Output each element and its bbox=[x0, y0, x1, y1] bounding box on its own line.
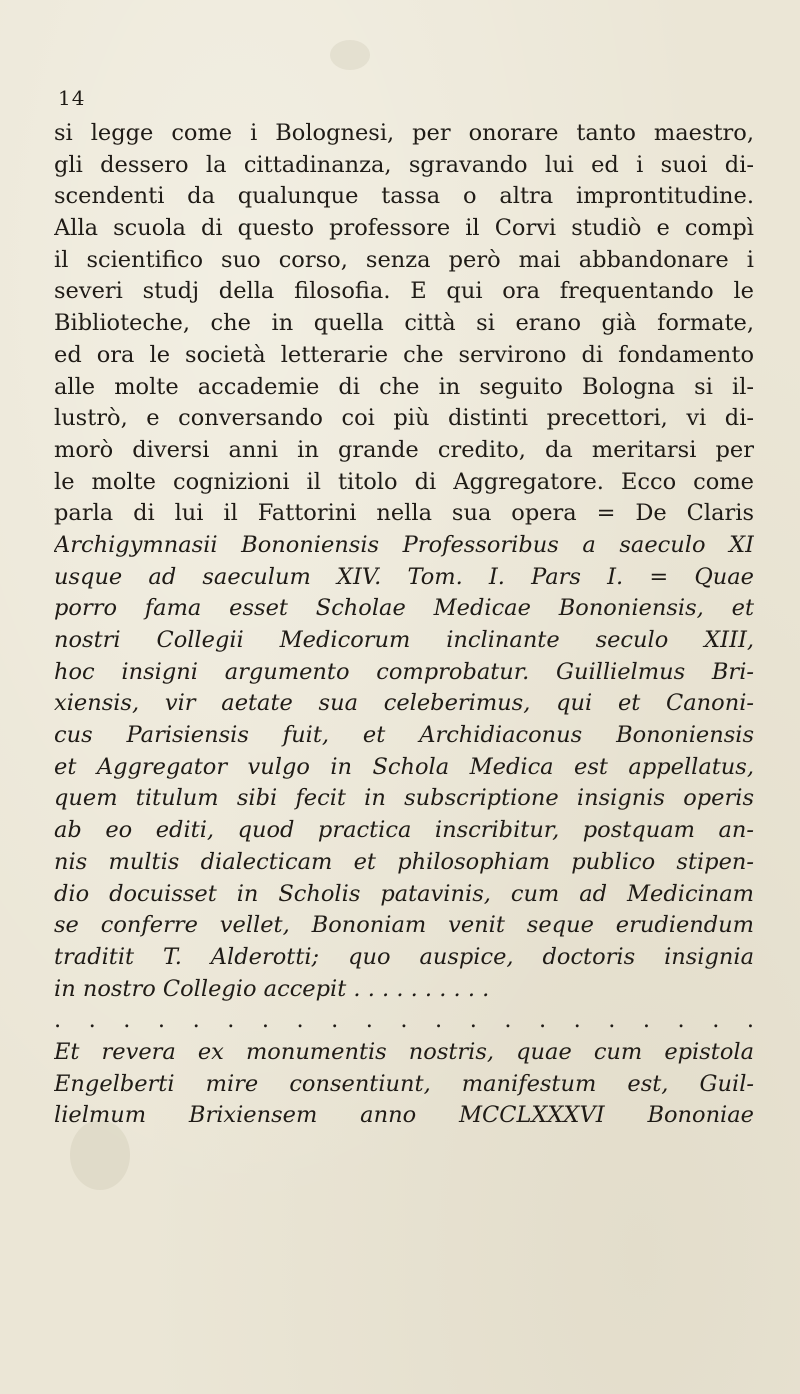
text-line: nis multis dialecticam et philosophiam publico stipen- bbox=[54, 848, 754, 875]
text-line: alle molte accademie di che in seguito Bologna si il- bbox=[54, 373, 754, 400]
text-line: le molte cognizioni il titolo di Aggregatore. Ecco come bbox=[54, 468, 754, 495]
text-line: ed ora le società letterarie che servirono di fondamento bbox=[54, 341, 754, 368]
page-number: 14 bbox=[58, 86, 86, 110]
text-line: cus Parisiensis fuit, et Archidiaconus Bononiensis bbox=[54, 722, 754, 749]
text-line: severi studj della filosofia. E qui ora frequentando le bbox=[54, 278, 754, 305]
text-line: xiensis, vir aetate sua celeberimus, qui et Canoni- bbox=[54, 690, 754, 717]
text-line: il scientifico suo corso, senza però mai abbandonare i bbox=[54, 246, 754, 273]
ellipsis-line: . . . . . . . . . . . . . . . . . . . . . bbox=[54, 1007, 754, 1034]
text-line: in nostro Collegio accepit . . . . . . . . . . bbox=[54, 975, 490, 1002]
text-line: se conferre vellet, Bononiam venit seque erudiendum bbox=[54, 912, 754, 939]
text-line: si legge come i Bolognesi, per onorare tanto maestro, bbox=[54, 120, 754, 146]
text-line: hoc insigni argumento comprobatur. Guillielmus Bri- bbox=[54, 658, 754, 685]
text-line: Biblioteche, che in quella città si erano già formate, bbox=[54, 310, 754, 337]
text-line: scendenti da qualunque tassa o altra improntitudine. bbox=[54, 183, 754, 210]
text-line: Archigymnasii Bononiensis Professoribus a saeculo XI bbox=[54, 531, 754, 558]
text-line: Et revera ex monumentis nostris, quae cum epistola bbox=[54, 1038, 754, 1065]
text-line: Engelberti mire consentiunt, manifestum est, Guil- bbox=[54, 1070, 754, 1097]
text-line: morò diversi anni in grande credito, da meritarsi per bbox=[54, 436, 754, 463]
text-line: nostri Collegii Medicorum inclinante seculo XIII, bbox=[54, 627, 754, 653]
text-line: lielmum Brixiensem anno MCCLXXXVI Bononiae bbox=[54, 1102, 754, 1129]
text-line: et Aggregator vulgo in Schola Medica est appellatus, bbox=[54, 753, 754, 780]
text-line: usque ad saeculum XIV. Tom. I. Pars I. = Quae bbox=[54, 563, 754, 590]
paper-stain bbox=[330, 40, 370, 70]
text-line: traditit T. Alderotti; quo auspice, doctoris insignia bbox=[54, 943, 754, 970]
text-line: ab eo editi, quod practica inscribitur, postquam an- bbox=[54, 817, 754, 844]
text-line: Alla scuola di questo professore il Corvi studiò e compì bbox=[54, 215, 754, 242]
text-line: porro fama esset Scholae Medicae Bononiensis, et bbox=[54, 595, 754, 622]
text-line: lustrò, e conversando coi più distinti precettori, vi di- bbox=[54, 405, 754, 432]
text-line: dio docuisset in Scholis patavinis, cum ad Medicinam bbox=[54, 880, 754, 907]
body-text bbox=[54, 118, 754, 1132]
text-line: quem titulum sibi fecit in subscriptione insignis operis bbox=[54, 785, 754, 812]
text-line: gli dessero la cittadinanza, sgravando lui ed i suoi di- bbox=[54, 151, 754, 178]
text-line: parla di lui il Fattorini nella sua opera = De Claris bbox=[54, 500, 754, 527]
